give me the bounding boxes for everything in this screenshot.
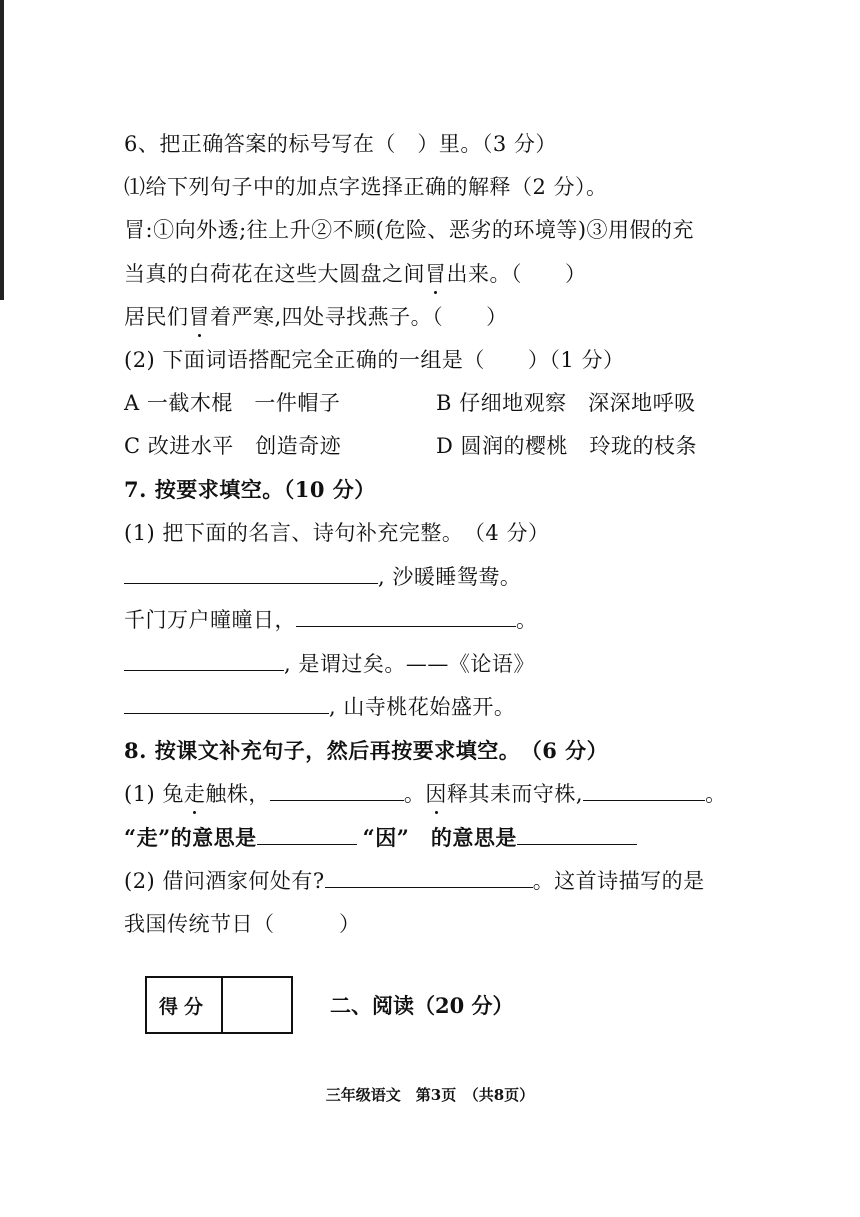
q6-option-d: D 圆润的樱桃 玲珑的枝条 xyxy=(436,434,698,458)
q6-option-c: C 改进水平 创造奇迹 xyxy=(124,434,342,458)
q8-s1-part-d: 释其耒而守株, xyxy=(446,782,584,806)
q6-sub1: ⑴给下列句子中的加点字选择正确的解释（2 分）。 xyxy=(124,175,608,199)
q7-line-2-pre: 千门万户曈曈日， xyxy=(124,608,296,632)
q8-blank-3[interactable] xyxy=(257,824,357,845)
q8-blank-5[interactable] xyxy=(325,867,533,888)
q8-sentence-2 xyxy=(124,867,705,895)
q6-dotted-char-1: 冒 xyxy=(425,262,447,286)
q7-title: 7. 按要求填空。（10 分） xyxy=(124,477,376,502)
q6-sentence-2 xyxy=(124,303,508,331)
q6-sentence-1-post: 出来。（ ） xyxy=(446,262,587,286)
q8-dotted-char-zou: 走 xyxy=(183,782,206,806)
q8-s1-part-c: 。 xyxy=(403,782,426,806)
q8-s2-pre: (2) 借问酒家何处有? xyxy=(124,869,325,893)
q7-blank-3[interactable] xyxy=(124,650,284,671)
q6-options-row-2 xyxy=(124,432,697,460)
q7-line-4-text: , 山寺桃花始盛开。 xyxy=(329,695,516,719)
q6-option-a: A 一截木棍 一件帽子 xyxy=(124,391,341,415)
q6-definition: 冒:①向外透;往上升②不顾(危险、恶劣的环境等)③用假的充 xyxy=(124,218,695,242)
score-value-cell[interactable] xyxy=(223,978,291,1032)
q8-s1-part-e: 。 xyxy=(705,782,727,806)
q8-dotted-char-yin: 因 xyxy=(425,782,447,806)
score-label: 得分 xyxy=(147,978,223,1032)
q7-line-2 xyxy=(124,606,538,634)
q8-blank-2[interactable] xyxy=(583,780,705,801)
q6-sub2: (2) 下面词语搭配完全正确的一组是（ ）（1 分） xyxy=(124,348,625,372)
q6-options-row-1 xyxy=(124,389,696,417)
q7-line-2-post: 。 xyxy=(516,608,538,632)
q6-sentence-1-pre: 当真的白荷花在这些大圆盘之间 xyxy=(124,262,425,286)
q8-title: 8. 按课文补充句子，然后再按要求填空。 （6 分） xyxy=(124,738,609,763)
q8-blank-1[interactable] xyxy=(270,780,404,801)
q6-dotted-char-2: 冒 xyxy=(188,305,210,329)
q8-meaning-2-label: “因” 的意思是 xyxy=(362,825,517,850)
q7-line-1-text: , 沙暖睡鸳鸯。 xyxy=(378,565,522,589)
q8-meanings xyxy=(124,824,637,852)
q7-line-1 xyxy=(124,563,521,591)
q7-blank-1[interactable] xyxy=(124,563,378,584)
q7-blank-2[interactable] xyxy=(296,606,516,627)
page-footer: 三年级语文 第3页 （共8页） xyxy=(325,1086,535,1104)
q8-blank-4[interactable] xyxy=(517,824,637,845)
q6-sentence-2-post: 着严寒,四处寻找燕子。（ ） xyxy=(210,305,508,329)
q7-blank-4[interactable] xyxy=(124,693,329,714)
q7-line-4 xyxy=(124,693,515,721)
q7-line-3-text: , 是谓过矣。——《论语》 xyxy=(284,652,535,676)
section-title-reading: 二、阅读（20 分） xyxy=(330,993,514,1018)
q8-s1-part-b: 触株， xyxy=(205,782,270,806)
q6-option-b: B 仔细地观察 深深地呼吸 xyxy=(436,391,696,415)
q8-sentence-2-line-2: 我国传统节日（ ） xyxy=(124,912,361,936)
q6-sentence-1 xyxy=(124,260,587,288)
q6-sentence-2-pre: 居民们 xyxy=(124,305,189,329)
q7-line-3 xyxy=(124,650,535,678)
score-box xyxy=(145,976,293,1034)
q6-title: 6、把正确答案的标号写在（ ）里。（3 分） xyxy=(124,132,557,156)
q7-sub1: (1) 把下面的名言、诗句补充完整。 （4 分） xyxy=(124,521,550,545)
q8-sentence-1 xyxy=(124,780,727,808)
q8-meaning-1-label: “走”的意思是 xyxy=(124,825,257,850)
q8-s2-post: 。这首诗描写的是 xyxy=(532,869,705,893)
q8-s1-part-a: (1) 兔 xyxy=(124,782,184,806)
